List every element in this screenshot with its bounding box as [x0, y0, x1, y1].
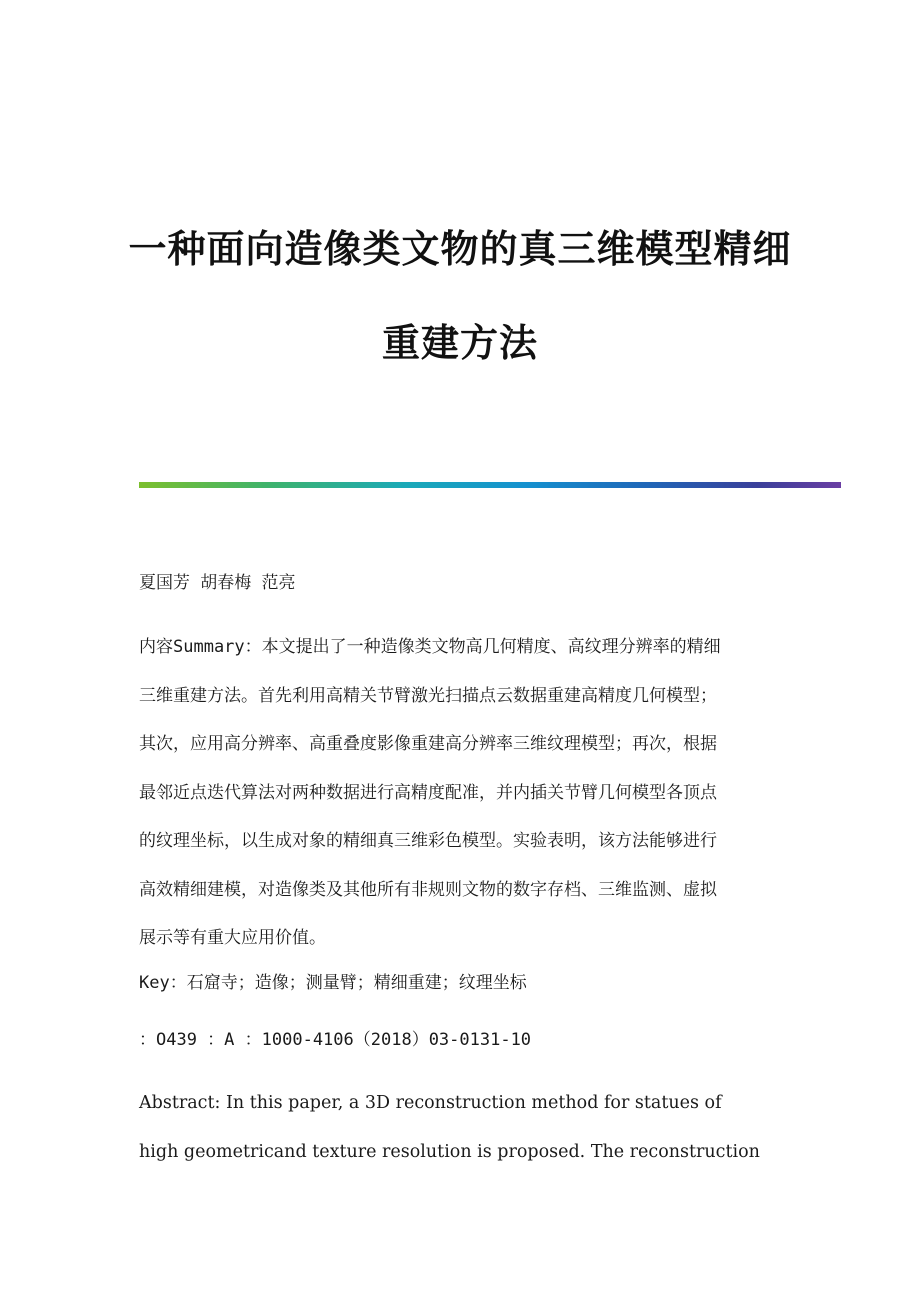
- gradient-divider: [139, 482, 841, 488]
- keywords: Key：石窟寺；造像；测量臂；精细重建；纹理坐标: [139, 973, 527, 993]
- authors: 夏国芳 胡春梅 范亮: [139, 573, 296, 593]
- english-abstract: [139, 1079, 771, 1176]
- summary-line: 内容Summary：本文提出了一种造像类文物高几何精度、高纹理分辨率的精细: [139, 637, 721, 657]
- classification-codes: ：O439 ：A ：1000-4106（2018）03-0131-10: [139, 1030, 532, 1050]
- abstract-line: Abstract: In this paper, a 3D reconstruction method for statues of: [139, 1093, 722, 1113]
- summary-line: 最邻近点迭代算法对两种数据进行高精度配准，并内插关节臂几何模型各顶点: [139, 782, 717, 803]
- paper-title-line-1: 一种面向造像类文物的真三维模型精细: [128, 226, 792, 271]
- summary-line: 其次，应用高分辨率、高重叠度影像重建高分辨率三维纹理模型；再次，根据: [139, 734, 717, 754]
- summary-line: 高效精细建模，对造像类及其他所有非规则文物的数字存档、三维监测、虚拟: [139, 879, 717, 900]
- summary-line: 展示等有重大应用价值。: [139, 928, 326, 948]
- chinese-summary: [139, 623, 779, 963]
- paper-title-line-2: 重建方法: [381, 320, 538, 365]
- summary-line: 的纹理坐标，以生成对象的精细真三维彩色模型。实验表明，该方法能够进行: [139, 831, 717, 851]
- abstract-line: high geometricand texture resolution is proposed. The reconstruction: [139, 1141, 760, 1162]
- summary-line: 三维重建方法。首先利用高精关节臂激光扫描点云数据重建高精度几何模型；: [139, 685, 717, 706]
